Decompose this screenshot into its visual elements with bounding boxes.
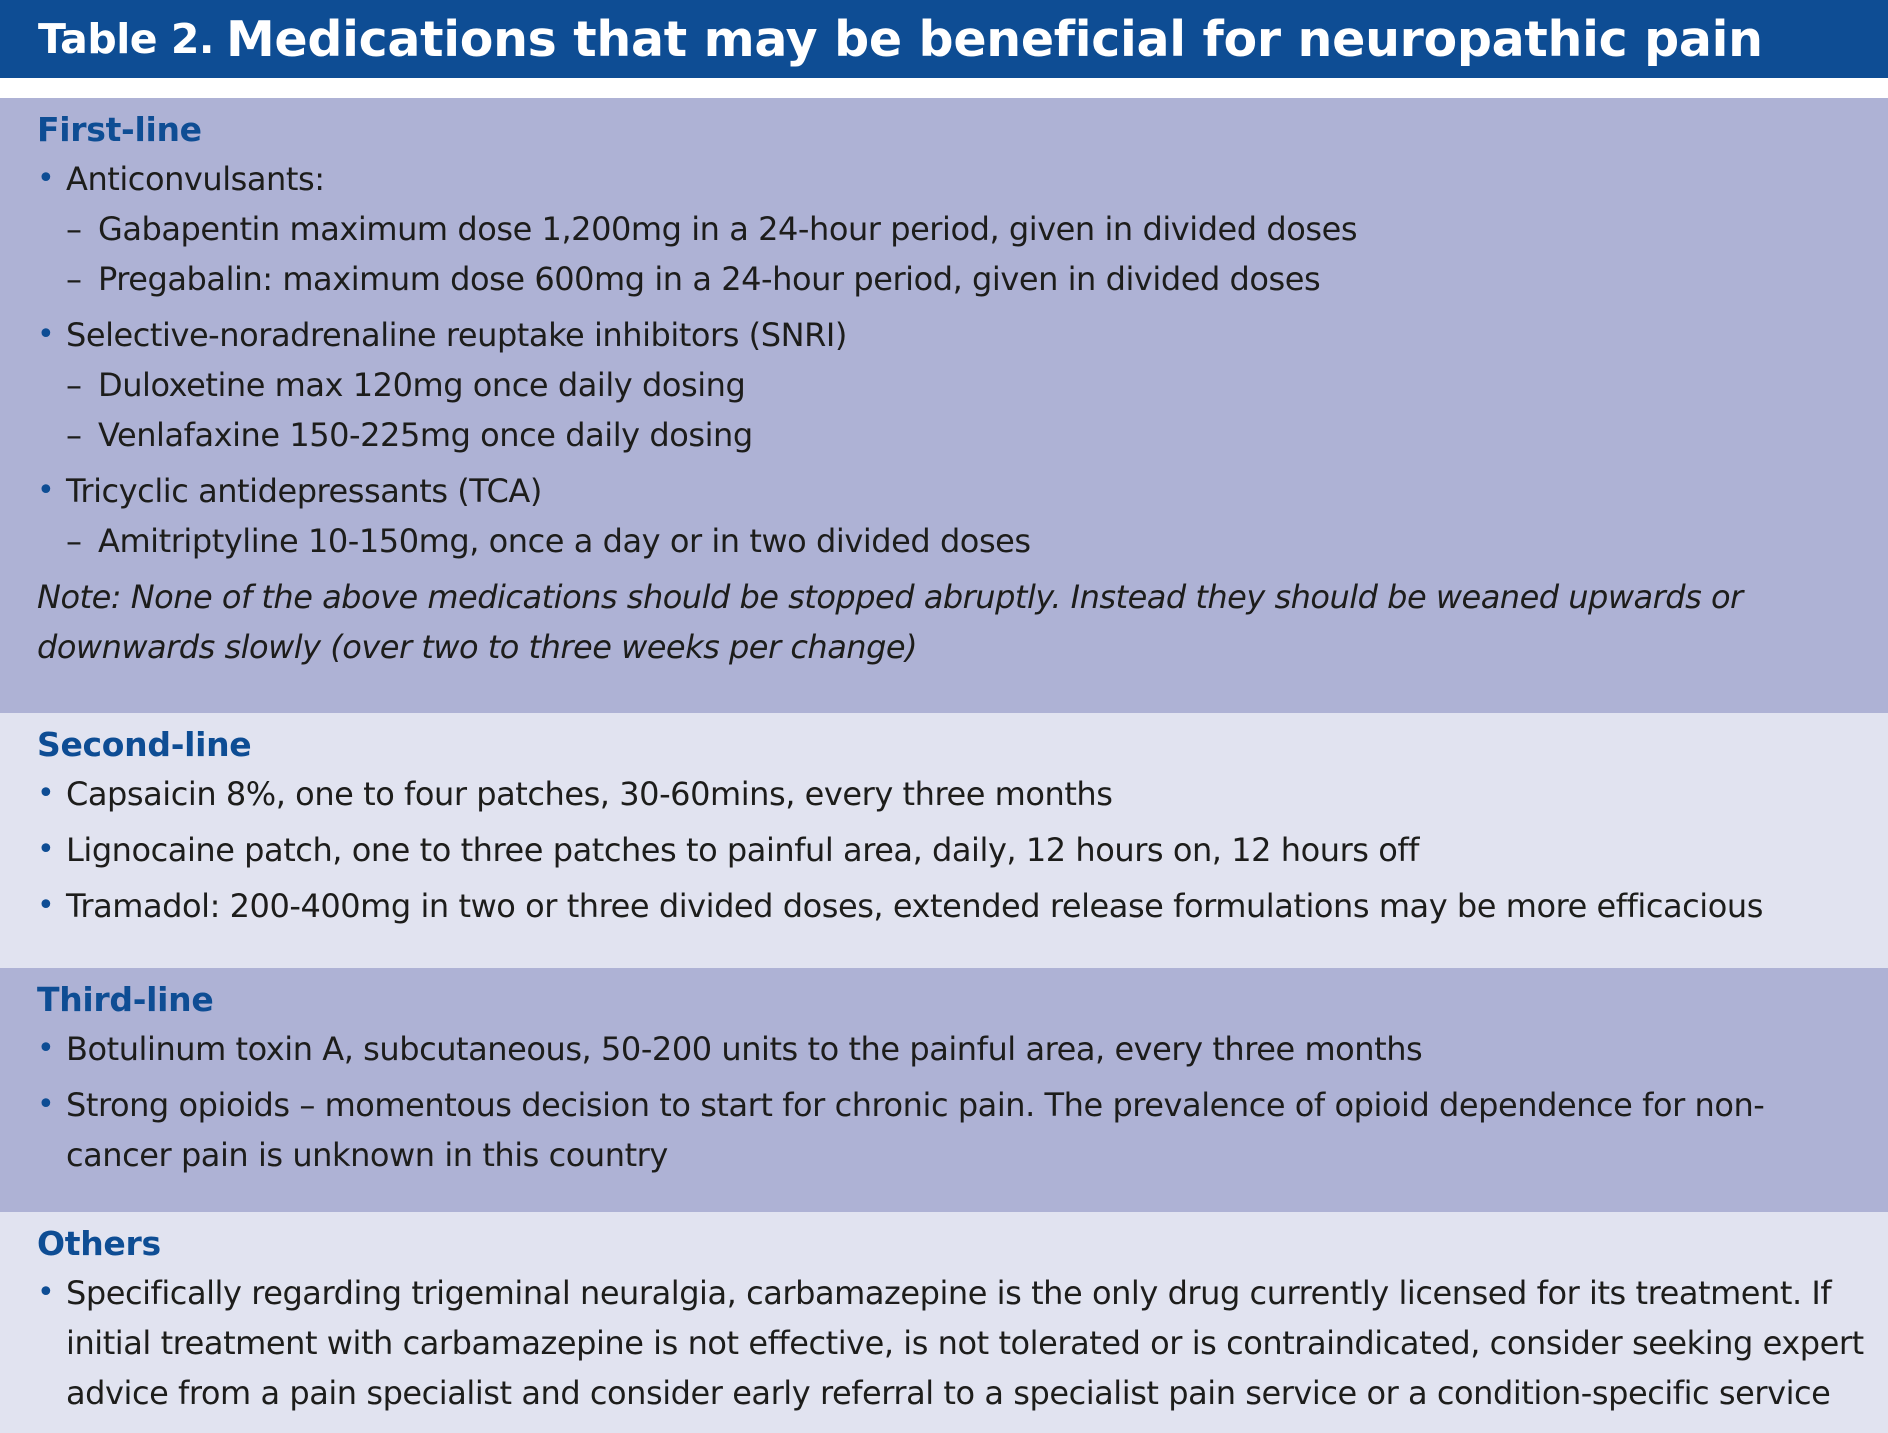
others-heading: Others: [37, 1224, 161, 1263]
list-item: [37, 154, 1868, 204]
dash-icon: –: [66, 260, 82, 298]
sub-item-text: Venlafaxine 150-225mg once daily dosing: [98, 416, 753, 454]
bullet-icon: •: [37, 317, 55, 352]
table-title-bar: [0, 0, 1888, 78]
list-item: [37, 769, 1868, 819]
sub-item: [37, 204, 1868, 254]
sub-item-text: Gabapentin maximum dose 1,200mg in a 24-hour period, given in divided doses: [98, 210, 1358, 248]
dash-icon: –: [66, 210, 82, 248]
table-number: Table 2.: [38, 15, 214, 63]
bullet-icon: •: [37, 1087, 55, 1122]
dash-icon: –: [66, 522, 82, 560]
others-section: [0, 1212, 1888, 1433]
list-item: [37, 881, 1868, 931]
list-item-text: Strong opioids – momentous decision to start for chronic pain. The prevalence of opioid dependence for non-cancer pain is unknown in this country: [66, 1086, 1765, 1174]
others-list: [37, 1268, 1868, 1418]
bullet-icon: •: [37, 1275, 55, 1310]
sub-item-text: Duloxetine max 120mg once daily dosing: [98, 366, 746, 404]
bullet-icon: •: [37, 776, 55, 811]
sub-item: [37, 254, 1868, 304]
list-item: [37, 1024, 1868, 1074]
drug-class-label: Anticonvulsants:: [66, 160, 325, 198]
list-item-text: Lignocaine patch, one to three patches to painful area, daily, 12 hours on, 12 hours off: [66, 831, 1419, 869]
list-item-text: Tramadol: 200-400mg in two or three divided doses, extended release formulations may be more efficacious: [66, 887, 1763, 925]
list-item: [37, 310, 1868, 360]
second-line-section: [0, 713, 1888, 968]
list-item: [37, 1080, 1868, 1180]
list-item: [37, 466, 1868, 516]
sub-item: [37, 360, 1868, 410]
table-title: Medications that may be beneficial for neuropathic pain: [225, 10, 1763, 68]
sub-item: [37, 516, 1868, 566]
first-line-section: [0, 98, 1888, 713]
drug-class-label: Tricyclic antidepressants (TCA): [66, 472, 542, 510]
bullet-icon: •: [37, 832, 55, 867]
first-line-list: [37, 154, 1868, 566]
dash-icon: –: [66, 416, 82, 454]
list-item-text: Specifically regarding trigeminal neuralgia, carbamazepine is the only drug currently licensed for its treatment. If initial treatment with carbamazepine is not effective, is not tolerated or is contraindicated, consider seeking expert advice from a pain specialist and consider early referral to a specialist pain service or a condition-specific service: [66, 1274, 1864, 1412]
list-item-text: Botulinum toxin A, subcutaneous, 50-200 units to the painful area, every three months: [66, 1030, 1423, 1068]
list-item: [37, 825, 1868, 875]
second-line-heading: Second-line: [37, 725, 252, 764]
third-line-heading: Third-line: [37, 980, 214, 1019]
sub-item-text: Amitriptyline 10-150mg, once a day or in two divided doses: [98, 522, 1031, 560]
third-line-section: [0, 968, 1888, 1212]
sub-item-text: Pregabalin: maximum dose 600mg in a 24-hour period, given in divided doses: [98, 260, 1321, 298]
bullet-icon: •: [37, 473, 55, 508]
bullet-icon: •: [37, 1031, 55, 1066]
third-line-list: [37, 1024, 1868, 1180]
sub-item: [37, 410, 1868, 460]
drug-class-label: Selective-noradrenaline reuptake inhibitors (SNRI): [66, 316, 847, 354]
second-line-list: [37, 769, 1868, 931]
dash-icon: –: [66, 366, 82, 404]
list-item-text: Capsaicin 8%, one to four patches, 30-60mins, every three months: [66, 775, 1113, 813]
list-item: [37, 1268, 1868, 1418]
first-line-heading: First-line: [37, 110, 202, 149]
bullet-icon: •: [37, 888, 55, 923]
bullet-icon: •: [37, 161, 55, 196]
first-line-note: Note: None of the above medications should be stopped abruptly. Instead they should be weaned upwards or downwards slowly (over two to three weeks per change): [37, 578, 1743, 666]
